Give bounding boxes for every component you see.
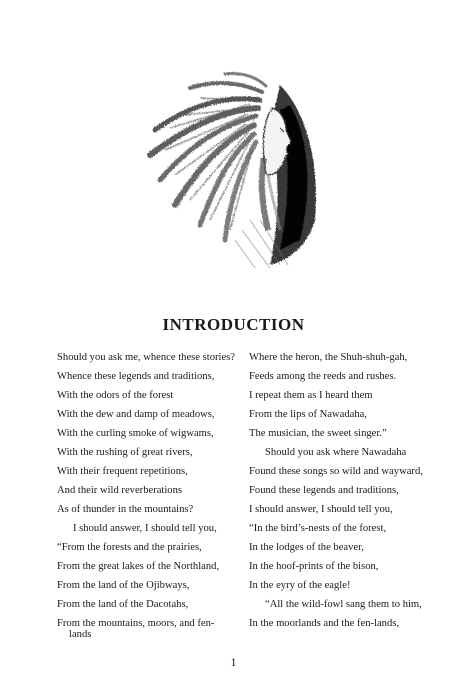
poem-line: Feeds among the reeds and rushes. bbox=[249, 371, 397, 382]
poem-line: And their wild reverberations bbox=[57, 485, 183, 496]
poem-line: From the lips of Nawadaha, bbox=[249, 409, 367, 420]
page-number: 1 bbox=[230, 655, 237, 669]
poem-line: With their frequent repetitions, bbox=[57, 466, 188, 477]
poem-line: “All the wild-fowl sang them to him, bbox=[265, 599, 422, 610]
poem-line: I should answer, I should tell you, bbox=[73, 523, 217, 534]
poem-line: I repeat them as I heard them bbox=[249, 390, 373, 401]
poem-line: The musician, the sweet singer.” bbox=[249, 428, 387, 439]
poem-line: From the great lakes of the Northland, bbox=[57, 561, 220, 572]
illustration bbox=[130, 70, 330, 270]
poem-line: In the eyry of the eagle! bbox=[249, 580, 351, 591]
poem-line: With the odors of the forest bbox=[57, 390, 174, 401]
poem-line-first-part: From the mountains, moors, and fen- bbox=[57, 618, 215, 629]
poem-line: As of thunder in the mountains? bbox=[57, 504, 194, 515]
poem-line: Where the heron, the Shuh-shuh-gah, bbox=[249, 352, 408, 363]
poem-line: With the curling smoke of wigwams, bbox=[57, 428, 214, 439]
poem-line: In the hoof-prints of the bison, bbox=[249, 561, 379, 572]
poem-column-left bbox=[57, 348, 257, 640]
poem-line: In the lodges of the beaver, bbox=[249, 542, 364, 553]
poem-line: “In the bird’s-nests of the forest, bbox=[249, 523, 387, 534]
poem-line: From the land of the Dacotahs, bbox=[57, 599, 189, 610]
poem-line: From the land of the Ojibways, bbox=[57, 580, 190, 591]
poem-line: With the rushing of great rivers, bbox=[57, 447, 193, 458]
poem-line-wrapped bbox=[57, 614, 257, 640]
poem-line: I should answer, I should tell you, bbox=[249, 504, 393, 515]
poem-line: Should you ask where Nawadaha bbox=[265, 447, 407, 458]
poem-line: In the moorlands and the fen-lands, bbox=[249, 618, 400, 629]
poem-line: With the dew and damp of meadows, bbox=[57, 409, 215, 420]
poem-line: “From the forests and the prairies, bbox=[57, 542, 202, 553]
poem-line: Should you ask me, whence these stories? bbox=[57, 352, 235, 363]
native-chief-headdress-icon bbox=[130, 70, 330, 270]
poem-line: Found these legends and traditions, bbox=[249, 485, 399, 496]
poem-line: Found these songs so wild and wayward, bbox=[249, 466, 423, 477]
poem-line: Whence these legends and traditions, bbox=[57, 371, 215, 382]
page-title: INTRODUCTION bbox=[162, 315, 305, 334]
poem-line-continuation: lands bbox=[69, 629, 92, 640]
poem-column-right bbox=[249, 348, 449, 633]
